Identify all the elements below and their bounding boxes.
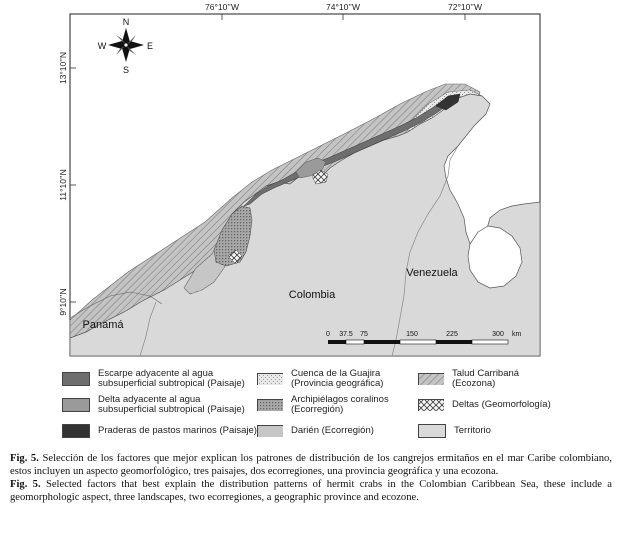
legend-archipielagos-line2: (Ecorregión) <box>291 404 344 415</box>
lon-label-1: 76°10’’W <box>205 2 239 12</box>
legend-praderas-label: Praderas de pastos marinos (Paisaje) <box>98 424 257 436</box>
scale-unit: km <box>512 331 522 338</box>
legend-guajira-line2: (Provincia geográfica) <box>291 378 384 389</box>
scale-tick-4: 225 <box>446 331 458 338</box>
escarpe-swatch-icon <box>62 372 90 386</box>
lat-label-1: 13°10’’N <box>58 51 68 85</box>
praderas-swatch-icon <box>62 424 90 438</box>
lon-label-3: 72°10’’W <box>448 2 482 12</box>
caption-english <box>10 479 612 504</box>
lon-label-2: 74°10’’W <box>326 2 360 12</box>
legend-delta-line1: Delta adyacente al agua <box>98 393 201 405</box>
compass-east: E <box>146 41 154 51</box>
legend-item-praderas <box>62 416 257 446</box>
deltas-swatch-icon <box>418 399 444 411</box>
lat-label-2: 11°10’’N <box>58 169 68 201</box>
guajira-swatch-icon <box>257 373 283 385</box>
scale-tick-5: 300 <box>492 331 504 338</box>
scale-tick-2: 75 <box>360 331 368 338</box>
lat-label-3: 9°10’’N <box>58 288 68 316</box>
legend-item-territorio <box>418 416 491 446</box>
caption-spanish <box>10 453 612 478</box>
country-colombia: Colombia <box>288 289 336 301</box>
territorio-swatch-icon <box>418 424 446 438</box>
legend-talud-label: Talud Carribaná (Ecozona) <box>452 367 520 389</box>
compass-south: S <box>122 65 130 75</box>
map-legend <box>62 364 562 444</box>
caption-es-text: Selección de los factores que mejor explican los patrones de distribución de los cangrejos ermitaños en el mar Caribe colombiano, estos incluyen un aspecto geomorfológico, tres paisajes, dos ecorregiones, una provincia geográfica y una ecozona. <box>10 453 612 477</box>
caption-en-label: Fig. 5. <box>10 479 41 491</box>
figure-caption <box>10 453 612 505</box>
country-panama: Panamá <box>82 319 124 331</box>
compass-west: W <box>97 41 107 51</box>
legend-guajira-line1: Cuenca de la Guajira <box>291 367 381 379</box>
caption-es-label: Fig. 5. <box>10 453 39 464</box>
country-venezuela: Venezuela <box>406 267 458 279</box>
legend-deltas-label: Deltas (Geomorfología) <box>452 398 551 410</box>
legend-territorio-label: Territorio <box>454 424 491 436</box>
legend-delta-line2: subsuperficial subtropical (Paisaje) <box>98 404 245 415</box>
talud-swatch-icon <box>418 373 444 385</box>
darien-swatch-icon <box>257 425 283 437</box>
compass-north: N <box>122 17 130 27</box>
legend-archipielagos-line1: Archipiélagos coralinos <box>291 393 389 405</box>
caption-en-text: Selected factors that best explain the distribution patterns of hermit crabs in the Colombian Caribbean Sea, these include a geomorphologic aspect, three landscapes, two ecorregiones, a geographic province and ecozone. <box>10 479 612 503</box>
scale-bar <box>328 340 508 344</box>
archipielagos-swatch-icon <box>257 399 283 411</box>
legend-escarpe-line1: Escarpe adyacente al agua <box>98 367 214 379</box>
scale-tick-0: 0 <box>326 331 330 338</box>
delta-swatch-icon <box>62 398 90 412</box>
scale-tick-3: 150 <box>406 331 418 338</box>
legend-darien-label: Darién (Ecorregión) <box>291 424 374 436</box>
legend-escarpe-line2: subsuperficial subtropical (Paisaje) <box>98 378 245 389</box>
legend-item-darien <box>257 416 374 446</box>
scale-tick-1: 37.5 <box>339 331 353 338</box>
